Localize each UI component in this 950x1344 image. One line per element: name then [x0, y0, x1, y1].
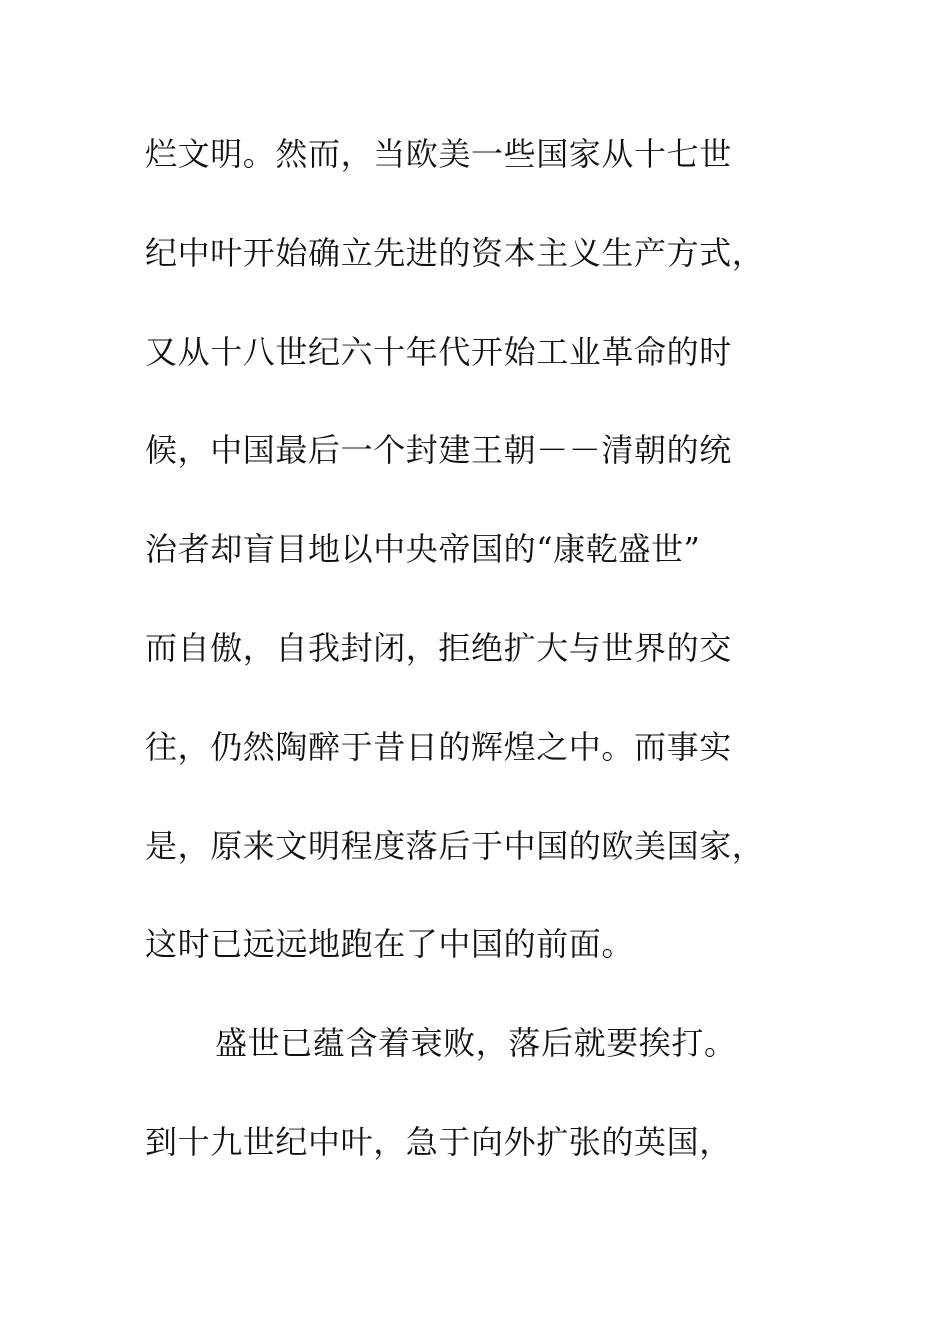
paragraph-first-line: 盛世已蕴含着衰败，落后就要挨打。 [215, 1024, 737, 1063]
text-line: 这时已远远地跑在了中国的前面。 [145, 925, 635, 964]
text-line: 又从十八世纪六十年代开始工业革命的时 [145, 332, 732, 371]
body-text [145, 124, 825, 1211]
text-line: 候，中国最后一个封建王朝－－清朝的统 [145, 431, 732, 470]
text-line: 往，仍然陶醉于昔日的辉煌之中。而事实 [145, 727, 732, 766]
text-line: 治者却盲目地以中央帝国的“康乾盛世” [145, 530, 701, 569]
text-line: 而自傲，自我封闭，拒绝扩大与世界的交 [145, 628, 732, 667]
text-line: 到十九世纪中叶，急于向外扩张的英国， [145, 1122, 732, 1161]
text-line: 烂文明。然而，当欧美一些国家从十七世 [145, 135, 732, 173]
text-line: 是，原来文明程度落后于中国的欧美国家， [145, 826, 765, 865]
text-line: 纪中叶开始确立先进的资本主义生产方式， [145, 233, 765, 272]
